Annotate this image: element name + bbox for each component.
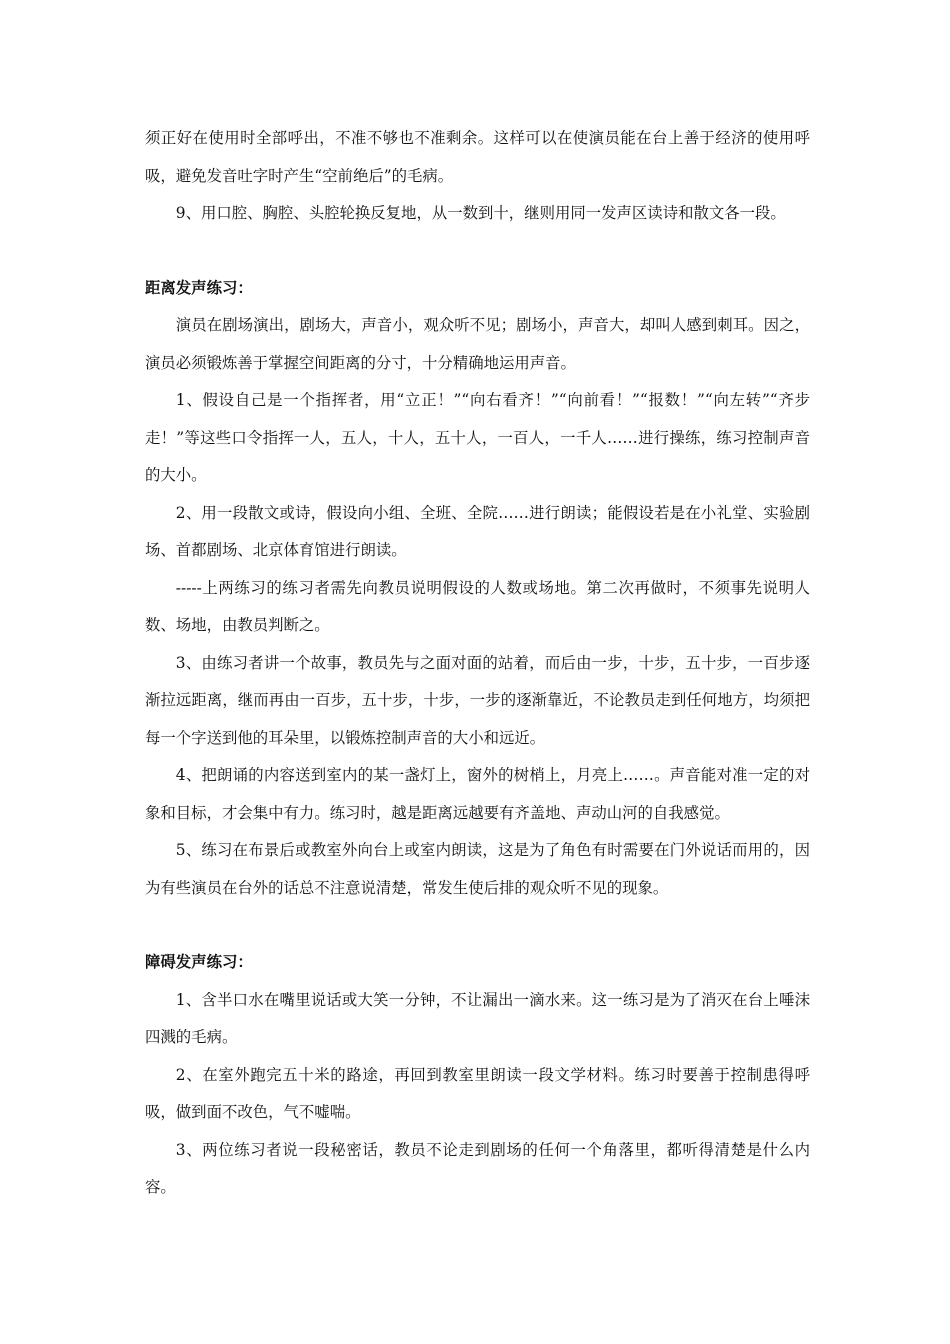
paragraph-distance-exercise-1: 1、假设自己是一个指挥者，用“立正！”“向右看齐！”“向前看！”“报数！”“向左转”“齐步走！”等这些口令指挥一人，五人，十人，五十人，一百人，一千人……进行操练，练习控制声音的大小。 bbox=[145, 391, 810, 484]
paragraph-distance-exercise-2: 2、用一段散文或诗，假设向小组、全班、全院……进行朗读；能假设若是在小礼堂、实验剧场、首都剧场、北京体育馆进行朗读。 bbox=[145, 503, 810, 559]
paragraph-distance-intro: 演员在剧场演出，剧场大，声音小，观众听不见；剧场小，声音大，却叫人感到刺耳。因之，演员必须锻炼善于掌握空间距离的分寸，十分精确地运用声音。 bbox=[145, 316, 810, 372]
paragraph-obstacle-exercise-1: 1、含半口水在嘴里说话或大笑一分钟，不让漏出一滴水来。这一练习是为了消灭在台上唾沫四溅的毛病。 bbox=[145, 990, 810, 1046]
heading-obstacle-vocal-practice: 障碍发声练习： bbox=[145, 953, 253, 971]
document-page bbox=[145, 120, 810, 1207]
paragraph-distance-exercise-4: 4、把朗诵的内容送到室内的某一盏灯上，窗外的树梢上，月亮上……。声音能对准一定的对象和目标，才会集中有力。练习时，越是距离远越要有齐盖地、声动山河的自我感觉。 bbox=[145, 766, 810, 822]
paragraph-obstacle-exercise-2: 2、在室外跑完五十米的路途，再回到教室里朗读一段文学材料。练习时要善于控制患得呼吸，做到面不改色，气不嘘喘。 bbox=[145, 1065, 810, 1121]
paragraph-breath-control-continued: 须正好在使用时全部呼出，不准不够也不准剩余。这样可以在使演员能在台上善于经济的使用呼吸，避免发音吐字时产生“空前绝后”的毛病。 bbox=[145, 129, 810, 185]
paragraph-distance-note: -----上两练习的练习者需先向教员说明假设的人数或场地。第二次再做时，不须事先说明人数、场地，由教员判断之。 bbox=[145, 578, 810, 634]
heading-distance-vocal-practice: 距离发声练习： bbox=[145, 278, 253, 297]
paragraph-distance-exercise-3: 3、由练习者讲一个故事，教员先与之面对面的站着，而后由一步，十步，五十步，一百步逐渐拉远距离，继而再由一百步，五十步，十步，一步的逐渐靠近，不论教员走到任何地方，均须把每一个字送到他的耳朵里，以锻炼控制声音的大小和远近。 bbox=[145, 653, 810, 747]
paragraph-exercise-9: 9、用口腔、胸腔、头腔轮换反复地，从一数到十，继则用同一发声区读诗和散文各一段。 bbox=[175, 204, 786, 222]
paragraph-distance-exercise-5: 5、练习在布景后或教室外向台上或室内朗读，这是为了角色有时需要在门外说话而用的，因为有些演员在台外的话总不注意说清楚，常发生使后排的观众听不见的现象。 bbox=[145, 841, 810, 897]
paragraph-obstacle-exercise-3: 3、两位练习者说一段秘密话，教员不论走到剧场的任何一个角落里，都听得清楚是什么内容。 bbox=[145, 1140, 810, 1196]
